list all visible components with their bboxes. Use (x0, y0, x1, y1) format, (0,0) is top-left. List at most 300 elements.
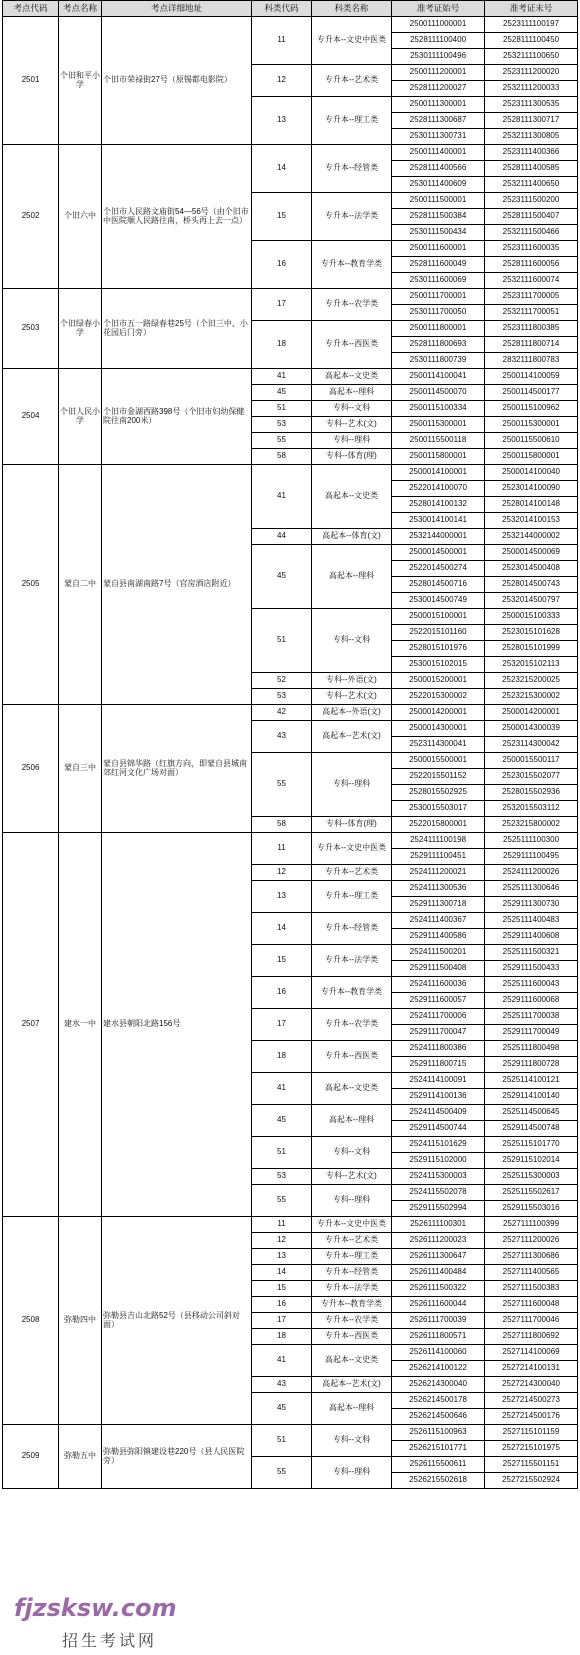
ticket-start-cell: 2528111200027 (392, 81, 485, 97)
ticket-end-cell: 2532111100650 (485, 49, 578, 65)
ticket-end-cell: 2528015101999 (485, 641, 578, 657)
site-code-cell: 2501 (3, 17, 59, 145)
subject-code-cell: 45 (252, 545, 312, 609)
ticket-end-cell: 2529111700049 (485, 1025, 578, 1041)
ticket-end-cell: 2523014500408 (485, 561, 578, 577)
subject-name-cell: 高起本--艺术(文) (312, 1377, 392, 1393)
subject-name-cell: 专科--文科 (312, 609, 392, 673)
ticket-start-cell: 2524111100198 (392, 833, 485, 849)
ticket-end-cell: 2527111300686 (485, 1249, 578, 1265)
site-code-cell: 2507 (3, 833, 59, 1217)
ticket-start-cell: 2526214100122 (392, 1361, 485, 1377)
ticket-start-cell: 2500115800001 (392, 449, 485, 465)
subject-code-cell: 55 (252, 1457, 312, 1489)
ticket-end-cell: 2532015503112 (485, 801, 578, 817)
ticket-end-cell: 2528015502936 (485, 785, 578, 801)
ticket-start-cell: 2500111600001 (392, 241, 485, 257)
ticket-start-cell: 2500015100001 (392, 609, 485, 625)
ticket-end-cell: 2529115102014 (485, 1153, 578, 1169)
subject-code-cell: 43 (252, 721, 312, 753)
subject-code-cell: 16 (252, 977, 312, 1009)
subject-name-cell: 高起本--文史类 (312, 369, 392, 385)
ticket-start-cell: 2530015102015 (392, 657, 485, 673)
ticket-end-cell: 2527115501151 (485, 1457, 578, 1473)
ticket-end-cell: 2532111200033 (485, 81, 578, 97)
subject-name-cell: 专科--体育(理) (312, 449, 392, 465)
ticket-end-cell: 2500014500069 (485, 545, 578, 561)
ticket-start-cell: 2526111800571 (392, 1329, 485, 1345)
ticket-end-cell: 2525111400483 (485, 913, 578, 929)
ticket-start-cell: 2528111500384 (392, 209, 485, 225)
ticket-start-cell: 2526111100301 (392, 1217, 485, 1233)
subject-code-cell: 17 (252, 289, 312, 321)
table-header-row (3, 1, 578, 17)
site-name-cell: 建水一中 (59, 833, 102, 1217)
ticket-end-cell: 2528014100148 (485, 497, 578, 513)
ticket-end-cell: 2523111300535 (485, 97, 578, 113)
ticket-start-cell: 2500111000001 (392, 17, 485, 33)
subject-code-cell: 55 (252, 433, 312, 449)
site-code-cell: 2503 (3, 289, 59, 369)
ticket-start-cell: 2532144000001 (392, 529, 485, 545)
subject-name-cell: 专升本--法学类 (312, 945, 392, 977)
subject-code-cell: 58 (252, 817, 312, 833)
ticket-end-cell: 2500115100962 (485, 401, 578, 417)
site-address-cell: 弥勒县弥阳镇建设巷220号（县人民医院旁） (102, 1425, 252, 1489)
ticket-end-cell: 2500114100059 (485, 369, 578, 385)
site-code-cell: 2505 (3, 465, 59, 705)
watermark-caption: 招生考试网 (62, 1631, 158, 1650)
ticket-start-cell: 2526111300647 (392, 1249, 485, 1265)
ticket-end-cell: 2525111300646 (485, 881, 578, 897)
ticket-end-cell: 2500014300039 (485, 721, 578, 737)
ticket-end-cell: 2527111800692 (485, 1329, 578, 1345)
ticket-end-cell: 2532015102113 (485, 657, 578, 673)
subject-name-cell: 专升本--农学类 (312, 289, 392, 321)
subject-name-cell: 高起本--外语(文) (312, 705, 392, 721)
ticket-start-cell: 2500111400001 (392, 145, 485, 161)
ticket-start-cell: 2529115102000 (392, 1153, 485, 1169)
watermark-logo (8, 1592, 218, 1652)
subject-code-cell: 13 (252, 1249, 312, 1265)
ticket-end-cell: 2532111600074 (485, 273, 578, 289)
subject-code-cell: 15 (252, 945, 312, 977)
ticket-end-cell: 2532014500797 (485, 593, 578, 609)
site-address-cell: 建水县朝阳北路156号 (102, 833, 252, 1217)
ticket-start-cell: 2524115300003 (392, 1169, 485, 1185)
ticket-start-cell: 2526214500178 (392, 1393, 485, 1409)
ticket-start-cell: 2500111200001 (392, 65, 485, 81)
ticket-end-cell: 2523114300042 (485, 737, 578, 753)
subject-code-cell: 11 (252, 17, 312, 65)
site-address-cell: 弥勒县吉山北路52号（县移动公司斜对面） (102, 1217, 252, 1425)
subject-name-cell: 专升本--教育学类 (312, 241, 392, 289)
subject-code-cell: 53 (252, 689, 312, 705)
ticket-start-cell: 2522015300002 (392, 689, 485, 705)
ticket-end-cell: 2532111300805 (485, 129, 578, 145)
ticket-start-cell: 2524114100091 (392, 1073, 485, 1089)
subject-code-cell: 41 (252, 369, 312, 385)
ticket-start-cell: 2529111700047 (392, 1025, 485, 1041)
ticket-start-cell: 2530111300731 (392, 129, 485, 145)
ticket-start-cell: 2500115500118 (392, 433, 485, 449)
ticket-start-cell: 2526214500646 (392, 1409, 485, 1425)
subject-name-cell: 专升本--经管类 (312, 913, 392, 945)
subject-code-cell: 45 (252, 1105, 312, 1137)
ticket-start-cell: 2524115101629 (392, 1137, 485, 1153)
subject-name-cell: 高起本--理科 (312, 545, 392, 609)
table-row (3, 465, 578, 481)
ticket-end-cell: 2523015101628 (485, 625, 578, 641)
subject-name-cell: 专升本--法学类 (312, 1281, 392, 1297)
ticket-end-cell: 2523111600035 (485, 241, 578, 257)
site-address-cell: 个旧市五一路绿春巷25号（个旧三中、小花园后门旁） (102, 289, 252, 369)
ticket-end-cell: 2524111200026 (485, 865, 578, 881)
ticket-end-cell: 2500115500610 (485, 433, 578, 449)
subject-name-cell: 专升本--理工类 (312, 97, 392, 145)
ticket-start-cell: 2524111500201 (392, 945, 485, 961)
ticket-start-cell: 2526111600044 (392, 1297, 485, 1313)
ticket-start-cell: 2500111700001 (392, 289, 485, 305)
ticket-start-cell: 2529114100136 (392, 1089, 485, 1105)
ticket-end-cell: 2529111100495 (485, 849, 578, 865)
site-address-cell: 个旧市人民路文庙街54—56号（由个旧市中医院顺人民路往南，桥头再上去一点） (102, 145, 252, 289)
ticket-start-cell: 2529111600057 (392, 993, 485, 1009)
ticket-end-cell: 2527111500383 (485, 1281, 578, 1297)
ticket-end-cell: 2500114500177 (485, 385, 578, 401)
ticket-end-cell: 2523111100197 (485, 17, 578, 33)
subject-name-cell: 专科--艺术(文) (312, 417, 392, 433)
ticket-end-cell: 2529111500433 (485, 961, 578, 977)
watermark-site-text: fjzsksw.com (14, 1594, 177, 1622)
subject-name-cell: 专升本--文史中医类 (312, 833, 392, 865)
table-row (3, 145, 578, 161)
table-row (3, 17, 578, 33)
subject-name-cell: 专科--艺术(文) (312, 689, 392, 705)
ticket-end-cell: 2525115101770 (485, 1137, 578, 1153)
subject-code-cell: 51 (252, 609, 312, 673)
subject-name-cell: 专科--理科 (312, 433, 392, 449)
ticket-end-cell: 2527214100131 (485, 1361, 578, 1377)
ticket-start-cell: 2529111400586 (392, 929, 485, 945)
header-site-code: 考点代码 (3, 1, 59, 17)
subject-code-cell: 18 (252, 321, 312, 369)
ticket-start-cell: 2528014500716 (392, 577, 485, 593)
ticket-end-cell: 2523215200025 (485, 673, 578, 689)
subject-name-cell: 专升本--西医类 (312, 321, 392, 369)
table-row (3, 833, 578, 849)
ticket-start-cell: 2522015800001 (392, 817, 485, 833)
site-code-cell: 2508 (3, 1217, 59, 1425)
ticket-start-cell: 2529115502994 (392, 1201, 485, 1217)
ticket-start-cell: 2524111300536 (392, 881, 485, 897)
ticket-end-cell: 2500115800001 (485, 449, 578, 465)
ticket-end-cell: 2500015100333 (485, 609, 578, 625)
ticket-start-cell: 2528111800693 (392, 337, 485, 353)
table-row (3, 1217, 578, 1233)
ticket-end-cell: 2523015502077 (485, 769, 578, 785)
ticket-end-cell: 2529111800728 (485, 1057, 578, 1073)
subject-code-cell: 18 (252, 1041, 312, 1073)
ticket-start-cell: 2529111300718 (392, 897, 485, 913)
site-code-cell: 2504 (3, 369, 59, 465)
subject-name-cell: 专科--体育(理) (312, 817, 392, 833)
subject-name-cell: 专科--理科 (312, 1185, 392, 1217)
subject-name-cell: 专升本--理工类 (312, 1249, 392, 1265)
ticket-end-cell: 2529111600068 (485, 993, 578, 1009)
ticket-start-cell: 2528014100132 (392, 497, 485, 513)
ticket-start-cell: 2528015101976 (392, 641, 485, 657)
ticket-start-cell: 2522015501152 (392, 769, 485, 785)
ticket-start-cell: 2524111400367 (392, 913, 485, 929)
subject-name-cell: 专科--外语(文) (312, 673, 392, 689)
ticket-end-cell: 2523215300002 (485, 689, 578, 705)
subject-name-cell: 专科--理科 (312, 1457, 392, 1489)
ticket-end-cell: 2523111800385 (485, 321, 578, 337)
ticket-start-cell: 2524111800386 (392, 1041, 485, 1057)
ticket-end-cell: 2527111100399 (485, 1217, 578, 1233)
table-row (3, 705, 578, 721)
ticket-end-cell: 2527214300040 (485, 1377, 578, 1393)
ticket-end-cell: 2528014500743 (485, 577, 578, 593)
subject-code-cell: 11 (252, 833, 312, 865)
subject-name-cell: 专升本--法学类 (312, 193, 392, 241)
ticket-start-cell: 2500015200001 (392, 673, 485, 689)
subject-code-cell: 12 (252, 1233, 312, 1249)
subject-name-cell: 专科--艺术(文) (312, 1169, 392, 1185)
site-address-cell: 蒙自县南湖南路7号（官房酒店附近） (102, 465, 252, 705)
subject-name-cell: 专升本--西医类 (312, 1329, 392, 1345)
subject-name-cell: 专科--理科 (312, 753, 392, 817)
ticket-start-cell: 2500115300001 (392, 417, 485, 433)
ticket-end-cell: 2528111600056 (485, 257, 578, 273)
header-subject-code: 科类代码 (252, 1, 312, 17)
subject-code-cell: 41 (252, 1073, 312, 1105)
site-name-cell: 个旧和平小学 (59, 17, 102, 145)
ticket-start-cell: 2524111700006 (392, 1009, 485, 1025)
ticket-start-cell: 2529114500744 (392, 1121, 485, 1137)
ticket-end-cell: 2523111700005 (485, 289, 578, 305)
ticket-end-cell: 2528111400585 (485, 161, 578, 177)
header-ticket-start: 准考证始号 (392, 1, 485, 17)
subject-name-cell: 高起本--理科 (312, 1393, 392, 1425)
ticket-start-cell: 2526111500322 (392, 1281, 485, 1297)
subject-name-cell: 专升本--艺术类 (312, 65, 392, 97)
site-code-cell: 2509 (3, 1425, 59, 1489)
ticket-start-cell: 2500111800001 (392, 321, 485, 337)
ticket-start-cell: 2522014500274 (392, 561, 485, 577)
subject-name-cell: 高起本--理科 (312, 1105, 392, 1137)
subject-name-cell: 高起本--文史类 (312, 1345, 392, 1377)
subject-name-cell: 高起本--理科 (312, 385, 392, 401)
ticket-end-cell: 2527111400565 (485, 1265, 578, 1281)
ticket-end-cell: 2525111500321 (485, 945, 578, 961)
subject-code-cell: 52 (252, 673, 312, 689)
ticket-start-cell: 2530014100141 (392, 513, 485, 529)
subject-name-cell: 专升本--艺术类 (312, 1233, 392, 1249)
ticket-start-cell: 2500114500070 (392, 385, 485, 401)
site-name-cell: 弥勒五中 (59, 1425, 102, 1489)
ticket-end-cell: 2527215101975 (485, 1441, 578, 1457)
ticket-end-cell: 2532144000002 (485, 529, 578, 545)
ticket-end-cell: 2525114500645 (485, 1105, 578, 1121)
subject-code-cell: 55 (252, 753, 312, 817)
subject-code-cell: 12 (252, 65, 312, 97)
subject-code-cell: 41 (252, 1345, 312, 1377)
subject-code-cell: 11 (252, 1217, 312, 1233)
subject-code-cell: 16 (252, 241, 312, 289)
site-code-cell: 2506 (3, 705, 59, 833)
subject-code-cell: 15 (252, 193, 312, 241)
ticket-end-cell: 2529111300730 (485, 897, 578, 913)
site-address-cell: 个旧市荣禄街27号（原锡都电影院） (102, 17, 252, 145)
table-row (3, 289, 578, 305)
subject-code-cell: 51 (252, 1425, 312, 1457)
site-code-cell: 2502 (3, 145, 59, 289)
header-ticket-end: 准考证末号 (485, 1, 578, 17)
ticket-start-cell: 2530111100496 (392, 49, 485, 65)
ticket-end-cell: 2525111700038 (485, 1009, 578, 1025)
ticket-start-cell: 2530015503017 (392, 801, 485, 817)
ticket-start-cell: 2526115100963 (392, 1425, 485, 1441)
ticket-start-cell: 2528015502925 (392, 785, 485, 801)
ticket-start-cell: 2500014100001 (392, 465, 485, 481)
site-name-cell: 个旧人民小学 (59, 369, 102, 465)
subject-code-cell: 44 (252, 529, 312, 545)
subject-code-cell: 45 (252, 1393, 312, 1425)
subject-name-cell: 专升本--农学类 (312, 1313, 392, 1329)
ticket-start-cell: 2524111600036 (392, 977, 485, 993)
ticket-end-cell: 2523111200020 (485, 65, 578, 81)
subject-name-cell: 专升本--经管类 (312, 145, 392, 193)
subject-name-cell: 专科--文科 (312, 401, 392, 417)
ticket-end-cell: 2527215502924 (485, 1473, 578, 1489)
ticket-end-cell: 2832111800783 (485, 353, 578, 369)
ticket-end-cell: 2528111100450 (485, 33, 578, 49)
ticket-end-cell: 2528111800714 (485, 337, 578, 353)
ticket-start-cell: 2500014200001 (392, 705, 485, 721)
ticket-end-cell: 2532111700051 (485, 305, 578, 321)
ticket-start-cell: 2524115502078 (392, 1185, 485, 1201)
site-address-cell: 蒙自县锦华路（红旗方向，即蒙自县城南郊红河文化广场对面） (102, 705, 252, 833)
subject-name-cell: 专科--文科 (312, 1137, 392, 1169)
subject-name-cell: 高起本--文史类 (312, 1073, 392, 1105)
ticket-end-cell: 2500014200001 (485, 705, 578, 721)
subject-code-cell: 17 (252, 1313, 312, 1329)
ticket-end-cell: 2527214500273 (485, 1393, 578, 1409)
subject-name-cell: 专升本--教育学类 (312, 1297, 392, 1313)
table-row (3, 1425, 578, 1441)
ticket-end-cell: 2527111600048 (485, 1297, 578, 1313)
ticket-start-cell: 2500014300001 (392, 721, 485, 737)
ticket-end-cell: 2527111700046 (485, 1313, 578, 1329)
ticket-start-cell: 2500115100334 (392, 401, 485, 417)
ticket-end-cell: 2529111400608 (485, 929, 578, 945)
subject-name-cell: 专科--文科 (312, 1425, 392, 1457)
ticket-end-cell: 2527214500176 (485, 1409, 578, 1425)
ticket-end-cell: 2500115300001 (485, 417, 578, 433)
subject-code-cell: 14 (252, 1265, 312, 1281)
ticket-start-cell: 2524114500409 (392, 1105, 485, 1121)
subject-name-cell: 高起本--艺术(文) (312, 721, 392, 753)
header-site-address: 考点详细地址 (102, 1, 252, 17)
ticket-end-cell: 2527111200026 (485, 1233, 578, 1249)
ticket-start-cell: 2529111500408 (392, 961, 485, 977)
subject-code-cell: 13 (252, 97, 312, 145)
ticket-start-cell: 2526115500611 (392, 1457, 485, 1473)
subject-name-cell: 专升本--农学类 (312, 1009, 392, 1041)
site-name-cell: 个旧六中 (59, 145, 102, 289)
ticket-start-cell: 2530014500749 (392, 593, 485, 609)
ticket-end-cell: 2523111400366 (485, 145, 578, 161)
ticket-start-cell: 2500114100041 (392, 369, 485, 385)
ticket-end-cell: 2529114100140 (485, 1089, 578, 1105)
site-name-cell: 蒙自二中 (59, 465, 102, 705)
subject-code-cell: 12 (252, 865, 312, 881)
ticket-start-cell: 2526214300040 (392, 1377, 485, 1393)
header-subject-name: 科类名称 (312, 1, 392, 17)
subject-code-cell: 17 (252, 1009, 312, 1041)
ticket-start-cell: 2522015101160 (392, 625, 485, 641)
subject-code-cell: 55 (252, 1185, 312, 1217)
ticket-end-cell: 2527115101159 (485, 1425, 578, 1441)
subject-code-cell: 43 (252, 1377, 312, 1393)
subject-name-cell: 专升本--理工类 (312, 881, 392, 913)
subject-name-cell: 高起本--体育(文) (312, 529, 392, 545)
ticket-start-cell: 2526111200023 (392, 1233, 485, 1249)
ticket-end-cell: 2529114500748 (485, 1121, 578, 1137)
ticket-end-cell: 2525111600043 (485, 977, 578, 993)
subject-name-cell: 专升本--西医类 (312, 1041, 392, 1073)
exam-site-table (2, 0, 578, 1489)
ticket-start-cell: 2528111300687 (392, 113, 485, 129)
subject-name-cell: 专升本--文史中医类 (312, 1217, 392, 1233)
subject-name-cell: 专升本--文史中医类 (312, 17, 392, 65)
ticket-end-cell: 2525111800498 (485, 1041, 578, 1057)
subject-code-cell: 51 (252, 1137, 312, 1169)
ticket-start-cell: 2526215101771 (392, 1441, 485, 1457)
subject-code-cell: 14 (252, 913, 312, 945)
subject-code-cell: 14 (252, 145, 312, 193)
ticket-end-cell: 2525111100300 (485, 833, 578, 849)
subject-name-cell: 专升本--艺术类 (312, 865, 392, 881)
ticket-start-cell: 2530111500434 (392, 225, 485, 241)
subject-name-cell: 专升本--教育学类 (312, 977, 392, 1009)
header-site-name: 考点名称 (59, 1, 102, 17)
ticket-start-cell: 2530111600069 (392, 273, 485, 289)
ticket-start-cell: 2528111600049 (392, 257, 485, 273)
subject-code-cell: 16 (252, 1297, 312, 1313)
ticket-start-cell: 2526111400484 (392, 1265, 485, 1281)
ticket-start-cell: 2529111800715 (392, 1057, 485, 1073)
ticket-start-cell: 2530111800739 (392, 353, 485, 369)
site-address-cell: 个旧市金湖西路398号（个旧市妇幼保健院往南200米） (102, 369, 252, 465)
ticket-end-cell: 2500015500117 (485, 753, 578, 769)
ticket-start-cell: 2529111100451 (392, 849, 485, 865)
ticket-start-cell: 2528111400566 (392, 161, 485, 177)
ticket-start-cell: 2526114100060 (392, 1345, 485, 1361)
table-row (3, 369, 578, 385)
ticket-end-cell: 2525114100121 (485, 1073, 578, 1089)
site-name-cell: 弥勒四中 (59, 1217, 102, 1425)
ticket-end-cell: 2523111500200 (485, 193, 578, 209)
subject-name-cell: 高起本--文史类 (312, 465, 392, 529)
subject-code-cell: 53 (252, 1169, 312, 1185)
ticket-start-cell: 2523114300041 (392, 737, 485, 753)
ticket-start-cell: 2526215502618 (392, 1473, 485, 1489)
ticket-end-cell: 2529115503016 (485, 1201, 578, 1217)
subject-code-cell: 45 (252, 385, 312, 401)
